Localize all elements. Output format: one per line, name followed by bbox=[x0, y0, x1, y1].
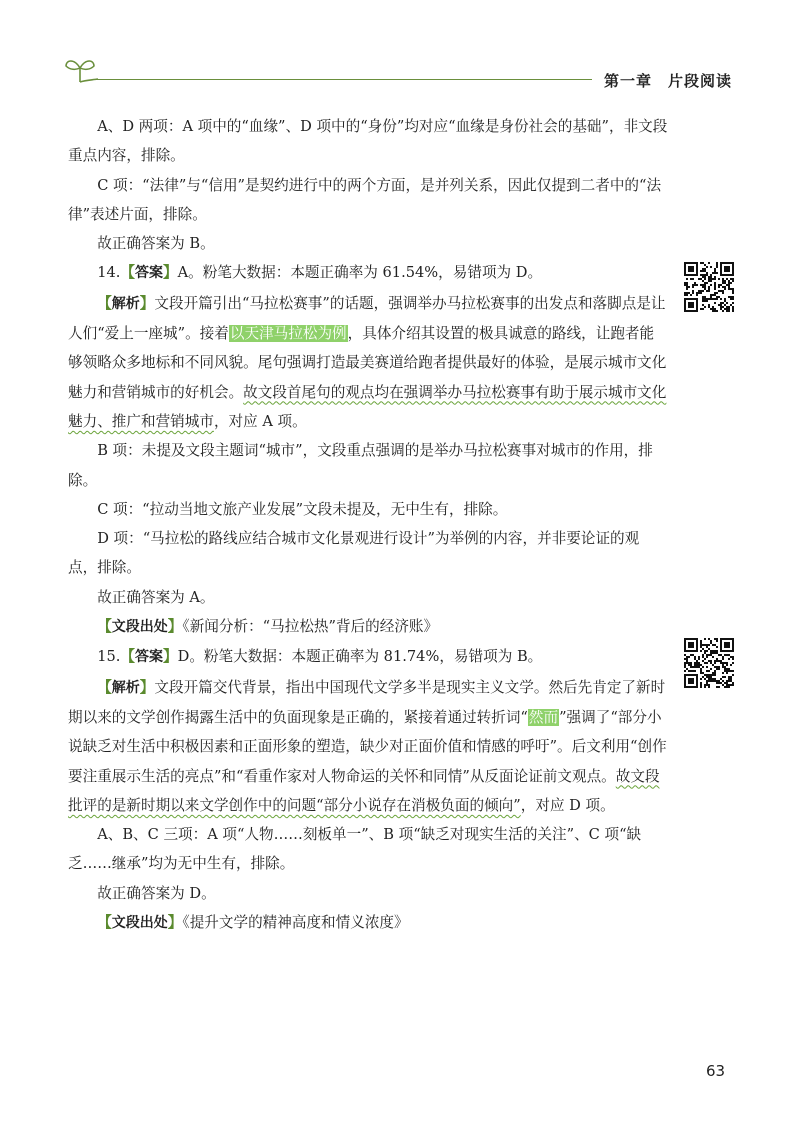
header-rule bbox=[96, 79, 592, 80]
page-header bbox=[0, 0, 800, 100]
q14-source: 【文段出处】《新闻分析：“马拉松热”背后的经济账》 bbox=[97, 618, 439, 636]
q14-option-c: C 项：“拉动当地文旅产业发展”文段未提及，无中生有，排除。 bbox=[97, 500, 508, 518]
q15-answer: 15.【答案】D。粉笔大数据：本题正确率为 81.74%，易错项为 B。 bbox=[97, 648, 543, 666]
paragraph: 故正确答案为 B。 bbox=[97, 235, 215, 253]
paragraph: A、D 两项：A 项中的“血缘”、D 项中的“身份”均对应“血缘是身份社会的基础”，非文段重点内容，排除。 bbox=[68, 118, 668, 165]
page-number: 63 bbox=[706, 1062, 726, 1080]
q14-option-b: B 项：未提及文段主题词“城市”，文段重点强调的是举办马拉松赛事对城市的作用，排除。 bbox=[68, 442, 653, 489]
sprout-icon bbox=[62, 54, 98, 84]
q14-conclusion: 故正确答案为 A。 bbox=[97, 588, 215, 606]
highlight: 以天津马拉松为例 bbox=[229, 325, 347, 343]
q15-source: 【文段出处】《提升文学的精神高度和情义浓度》 bbox=[97, 914, 409, 932]
q14-answer: 14.【答案】A。粉笔大数据：本题正确率为 61.54%，易错项为 D。 bbox=[97, 264, 543, 282]
q14-analysis: 【解析】文段开篇引出“马拉松赛事”的话题，强调举办马拉松赛事的出发点和落脚点是让人们“爱上一座城”。接着以天津马拉松为例，具体介绍其设置的极具诚意的路线，让跑者能够领略众多地标和不同风貌。尾句强调打造最美赛道给跑者提供最好的体验，是展示城市文化魅力和营销城市的好机会。故文段首尾句的观点均在强调举办马拉松赛事有助于展示城市文化魅力、推广和营销城市，对应 A 项。 bbox=[68, 294, 667, 430]
q15-analysis: 【解析】文段开篇交代背景，指出中国现代文学多半是现实主义文学。然后先肯定了新时期以来的文学创作揭露生活中的负面现象是正确的，紧接着通过转折词“然而”强调了“部分小说缺乏对生活中积极因素和正面形象的塑造，缺少对正面价值和情感的呼吁”。后文利用“创作要注重展示生活的亮点”和“看重作家对人物命运的关怀和同情”从反面论证前文观点。故文段批评的是新时期以来文学创作中的问题“部分小说存在消极负面的倾向”，对应 D 项。 bbox=[68, 678, 667, 814]
wavy-underline: 故文段批评的是新时期以来文学创作中的问题“部分小说存在消极负面的倾向” bbox=[68, 767, 660, 814]
q15-conclusion: 故正确答案为 D。 bbox=[97, 884, 216, 902]
paragraph: C 项：“法律”与“信用”是契约进行中的两个方面，是并列关系，因此仅提到二者中的“法律”表述片面，排除。 bbox=[68, 176, 662, 223]
q15-options-abc: A、B、C 三项：A 项“人物……刻板单一”、B 项“缺乏对现实生活的关注”、C 项“缺乏……继承”均为无中生有，排除。 bbox=[68, 826, 642, 873]
chapter-title: 第一章 片段阅读 bbox=[604, 72, 733, 90]
highlight: 然而 bbox=[528, 708, 559, 726]
wavy-underline: 故文段首尾句的观点均在强调举办马拉松赛事有助于展示城市文化魅力、推广和营销城市 bbox=[68, 383, 667, 430]
qr-code-icon[interactable] bbox=[684, 638, 734, 688]
qr-code-icon[interactable] bbox=[684, 262, 734, 312]
q14-option-d: D 项：“马拉松的路线应结合城市文化景观进行设计”为举例的内容，并非要论证的观点，排除。 bbox=[68, 530, 640, 577]
page-content bbox=[68, 112, 668, 938]
